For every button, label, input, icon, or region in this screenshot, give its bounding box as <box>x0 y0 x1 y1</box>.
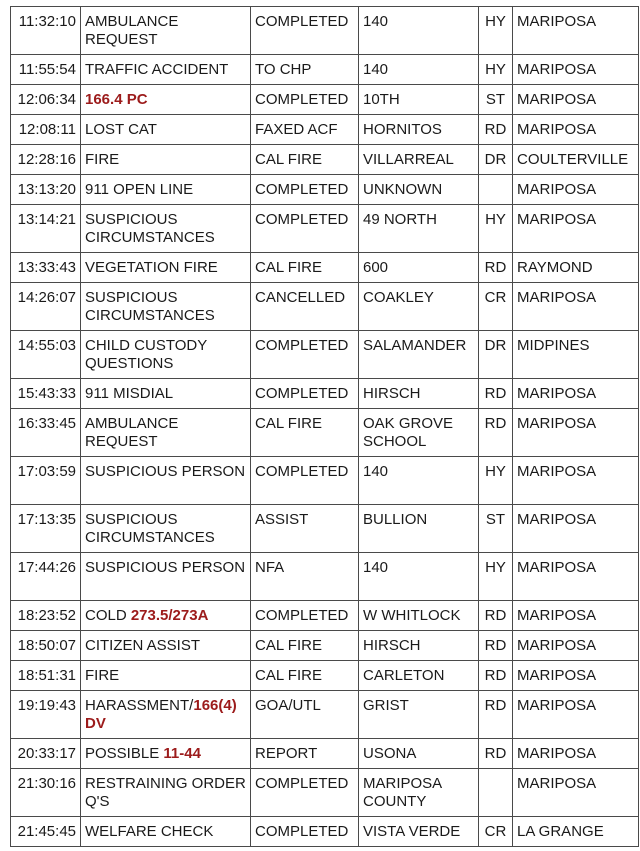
call-nature-cell <box>81 457 251 505</box>
city-cell: MARIPOSA <box>513 55 639 85</box>
city-cell: MIDPINES <box>513 331 639 379</box>
call-nature-text: RESTRAINING ORDER Q'S <box>85 775 246 810</box>
call-nature-cell <box>81 691 251 739</box>
call-nature-cell <box>81 115 251 145</box>
disposition-cell: CAL FIRE <box>251 409 359 457</box>
call-nature-text: WELFARE CHECK <box>85 823 214 840</box>
table-row <box>11 769 639 817</box>
street-suffix-cell: RD <box>479 379 513 409</box>
table-row <box>11 739 639 769</box>
table-row <box>11 691 639 739</box>
street-cell: 10TH <box>359 85 479 115</box>
disposition-cell: CAL FIRE <box>251 661 359 691</box>
table-row <box>11 631 639 661</box>
street-suffix-cell: ST <box>479 85 513 115</box>
call-time-cell: 18:50:07 <box>11 631 81 661</box>
table-row <box>11 379 639 409</box>
city-cell: MARIPOSA <box>513 769 639 817</box>
street-suffix-cell: HY <box>479 553 513 601</box>
street-suffix-cell: RD <box>479 739 513 769</box>
disposition-cell: REPORT <box>251 739 359 769</box>
street-suffix-cell: RD <box>479 253 513 283</box>
call-nature-text: SUSPICIOUS CIRCUMSTANCES <box>85 289 215 324</box>
street-suffix-cell: RD <box>479 691 513 739</box>
table-row <box>11 205 639 253</box>
call-nature-cell <box>81 379 251 409</box>
street-cell: VISTA VERDE <box>359 817 479 847</box>
call-time-cell: 13:13:20 <box>11 175 81 205</box>
disposition-cell: COMPLETED <box>251 601 359 631</box>
call-time-cell: 21:30:16 <box>11 769 81 817</box>
table-row <box>11 817 639 847</box>
disposition-cell: COMPLETED <box>251 769 359 817</box>
disposition-cell: GOA/UTL <box>251 691 359 739</box>
call-log-table <box>10 6 639 847</box>
call-nature-text: AMBULANCE REQUEST <box>85 415 179 450</box>
call-nature-text: SUSPICIOUS CIRCUMSTANCES <box>85 511 215 546</box>
call-nature-text: 911 MISDIAL <box>85 385 174 402</box>
table-row <box>11 505 639 553</box>
street-cell: HIRSCH <box>359 379 479 409</box>
call-time-cell: 17:44:26 <box>11 553 81 601</box>
street-cell: 49 NORTH <box>359 205 479 253</box>
call-nature-text: SUSPICIOUS CIRCUMSTANCES <box>85 211 215 246</box>
street-suffix-cell: DR <box>479 145 513 175</box>
street-cell: 140 <box>359 55 479 85</box>
city-cell: MARIPOSA <box>513 175 639 205</box>
city-cell: MARIPOSA <box>513 505 639 553</box>
call-time-cell: 20:33:17 <box>11 739 81 769</box>
call-nature-text: SUSPICIOUS PERSON <box>85 463 246 480</box>
street-suffix-cell: RD <box>479 409 513 457</box>
disposition-cell: TO CHP <box>251 55 359 85</box>
table-row <box>11 601 639 631</box>
street-suffix-cell: RD <box>479 631 513 661</box>
call-nature-text: CHILD CUSTODY QUESTIONS <box>85 337 207 372</box>
table-row <box>11 253 639 283</box>
penal-code-label: 166(4) DV <box>85 697 237 732</box>
street-cell: COAKLEY <box>359 283 479 331</box>
street-suffix-cell: RD <box>479 601 513 631</box>
call-time-cell: 14:26:07 <box>11 283 81 331</box>
disposition-cell: NFA <box>251 553 359 601</box>
street-suffix-cell: HY <box>479 205 513 253</box>
street-suffix-cell: RD <box>479 661 513 691</box>
street-cell: MARIPOSA COUNTY <box>359 769 479 817</box>
street-suffix-cell: HY <box>479 7 513 55</box>
call-nature-cell <box>81 85 251 115</box>
call-nature-cell <box>81 661 251 691</box>
table-row <box>11 457 639 505</box>
call-nature-cell <box>81 631 251 661</box>
street-cell: SALAMANDER <box>359 331 479 379</box>
disposition-cell: COMPLETED <box>251 205 359 253</box>
city-cell: LA GRANGE <box>513 817 639 847</box>
city-cell: MARIPOSA <box>513 409 639 457</box>
city-cell: COULTERVILLE <box>513 145 639 175</box>
table-row <box>11 553 639 601</box>
city-cell: MARIPOSA <box>513 631 639 661</box>
table-row <box>11 409 639 457</box>
call-nature-text: CITIZEN ASSIST <box>85 637 201 654</box>
city-cell: MARIPOSA <box>513 379 639 409</box>
disposition-cell: COMPLETED <box>251 379 359 409</box>
call-time-cell: 12:28:16 <box>11 145 81 175</box>
disposition-cell: CAL FIRE <box>251 253 359 283</box>
city-cell: MARIPOSA <box>513 739 639 769</box>
table-row <box>11 7 639 55</box>
street-suffix-cell: RD <box>479 115 513 145</box>
call-time-cell: 13:33:43 <box>11 253 81 283</box>
disposition-cell: ASSIST <box>251 505 359 553</box>
call-time-cell: 13:14:21 <box>11 205 81 253</box>
street-cell: W WHITLOCK <box>359 601 479 631</box>
city-cell: MARIPOSA <box>513 661 639 691</box>
street-cell: OAK GROVE SCHOOL <box>359 409 479 457</box>
call-nature-text: TRAFFIC ACCIDENT <box>85 61 229 78</box>
table-row <box>11 85 639 115</box>
call-nature-cell <box>81 601 251 631</box>
call-nature-cell <box>81 331 251 379</box>
table-row <box>11 331 639 379</box>
call-time-cell: 17:03:59 <box>11 457 81 505</box>
city-cell: MARIPOSA <box>513 115 639 145</box>
disposition-cell: CAL FIRE <box>251 631 359 661</box>
city-cell: RAYMOND <box>513 253 639 283</box>
call-nature-cell <box>81 175 251 205</box>
street-cell: HORNITOS <box>359 115 479 145</box>
disposition-cell: CAL FIRE <box>251 145 359 175</box>
street-cell: 600 <box>359 253 479 283</box>
disposition-cell: COMPLETED <box>251 817 359 847</box>
city-cell: MARIPOSA <box>513 553 639 601</box>
call-time-cell: 15:43:33 <box>11 379 81 409</box>
table-row <box>11 283 639 331</box>
disposition-cell: CANCELLED <box>251 283 359 331</box>
call-nature-cell <box>81 253 251 283</box>
table-row <box>11 661 639 691</box>
call-nature-text: FIRE <box>85 667 120 684</box>
city-cell: MARIPOSA <box>513 457 639 505</box>
penal-code-label: 11-44 <box>163 745 201 762</box>
street-cell: VILLARREAL <box>359 145 479 175</box>
city-cell: MARIPOSA <box>513 7 639 55</box>
street-cell: 140 <box>359 7 479 55</box>
table-row <box>11 115 639 145</box>
call-nature-cell <box>81 283 251 331</box>
street-suffix-cell: CR <box>479 817 513 847</box>
call-time-cell: 14:55:03 <box>11 331 81 379</box>
call-nature-cell <box>81 55 251 85</box>
disposition-cell: COMPLETED <box>251 7 359 55</box>
disposition-cell: COMPLETED <box>251 331 359 379</box>
call-nature-text: COLD <box>85 607 131 624</box>
call-nature-cell <box>81 769 251 817</box>
call-time-cell: 18:23:52 <box>11 601 81 631</box>
call-time-cell: 12:06:34 <box>11 85 81 115</box>
street-suffix-cell: HY <box>479 55 513 85</box>
table-row <box>11 145 639 175</box>
call-nature-text: LOST CAT <box>85 121 157 138</box>
call-nature-cell <box>81 553 251 601</box>
call-time-cell: 12:08:11 <box>11 115 81 145</box>
call-nature-cell <box>81 409 251 457</box>
call-nature-text: AMBULANCE REQUEST <box>85 13 179 48</box>
street-cell: BULLION <box>359 505 479 553</box>
call-time-cell: 11:55:54 <box>11 55 81 85</box>
call-nature-cell <box>81 739 251 769</box>
street-suffix-cell: HY <box>479 457 513 505</box>
street-cell: UNKNOWN <box>359 175 479 205</box>
call-nature-cell <box>81 505 251 553</box>
call-nature-cell <box>81 7 251 55</box>
call-time-cell: 19:19:43 <box>11 691 81 739</box>
street-suffix-cell <box>479 769 513 817</box>
call-nature-text: HARASSMENT/ <box>85 697 194 714</box>
table-row <box>11 55 639 85</box>
street-suffix-cell: ST <box>479 505 513 553</box>
street-cell: 140 <box>359 457 479 505</box>
disposition-cell: COMPLETED <box>251 457 359 505</box>
call-nature-cell <box>81 145 251 175</box>
call-time-cell: 17:13:35 <box>11 505 81 553</box>
call-log-body <box>11 7 639 847</box>
call-time-cell: 11:32:10 <box>11 7 81 55</box>
call-nature-text: POSSIBLE <box>85 745 164 762</box>
penal-code-label: 273.5/273A <box>130 607 209 624</box>
disposition-cell: COMPLETED <box>251 85 359 115</box>
city-cell: MARIPOSA <box>513 85 639 115</box>
street-cell: 140 <box>359 553 479 601</box>
disposition-cell: FAXED ACF <box>251 115 359 145</box>
call-nature-cell <box>81 205 251 253</box>
street-cell: USONA <box>359 739 479 769</box>
penal-code-label: 166.4 PC <box>85 91 148 108</box>
street-suffix-cell: DR <box>479 331 513 379</box>
call-nature-text: FIRE <box>85 151 120 168</box>
city-cell: MARIPOSA <box>513 601 639 631</box>
call-nature-text: SUSPICIOUS PERSON <box>85 559 246 576</box>
call-time-cell: 18:51:31 <box>11 661 81 691</box>
street-suffix-cell: CR <box>479 283 513 331</box>
table-row <box>11 175 639 205</box>
street-cell: CARLETON <box>359 661 479 691</box>
call-nature-text: VEGETATION FIRE <box>85 259 218 276</box>
street-suffix-cell <box>479 175 513 205</box>
city-cell: MARIPOSA <box>513 205 639 253</box>
call-time-cell: 16:33:45 <box>11 409 81 457</box>
street-cell: HIRSCH <box>359 631 479 661</box>
city-cell: MARIPOSA <box>513 691 639 739</box>
disposition-cell: COMPLETED <box>251 175 359 205</box>
call-nature-cell <box>81 817 251 847</box>
call-nature-text: 911 OPEN LINE <box>85 181 194 198</box>
call-time-cell: 21:45:45 <box>11 817 81 847</box>
city-cell: MARIPOSA <box>513 283 639 331</box>
street-cell: GRIST <box>359 691 479 739</box>
